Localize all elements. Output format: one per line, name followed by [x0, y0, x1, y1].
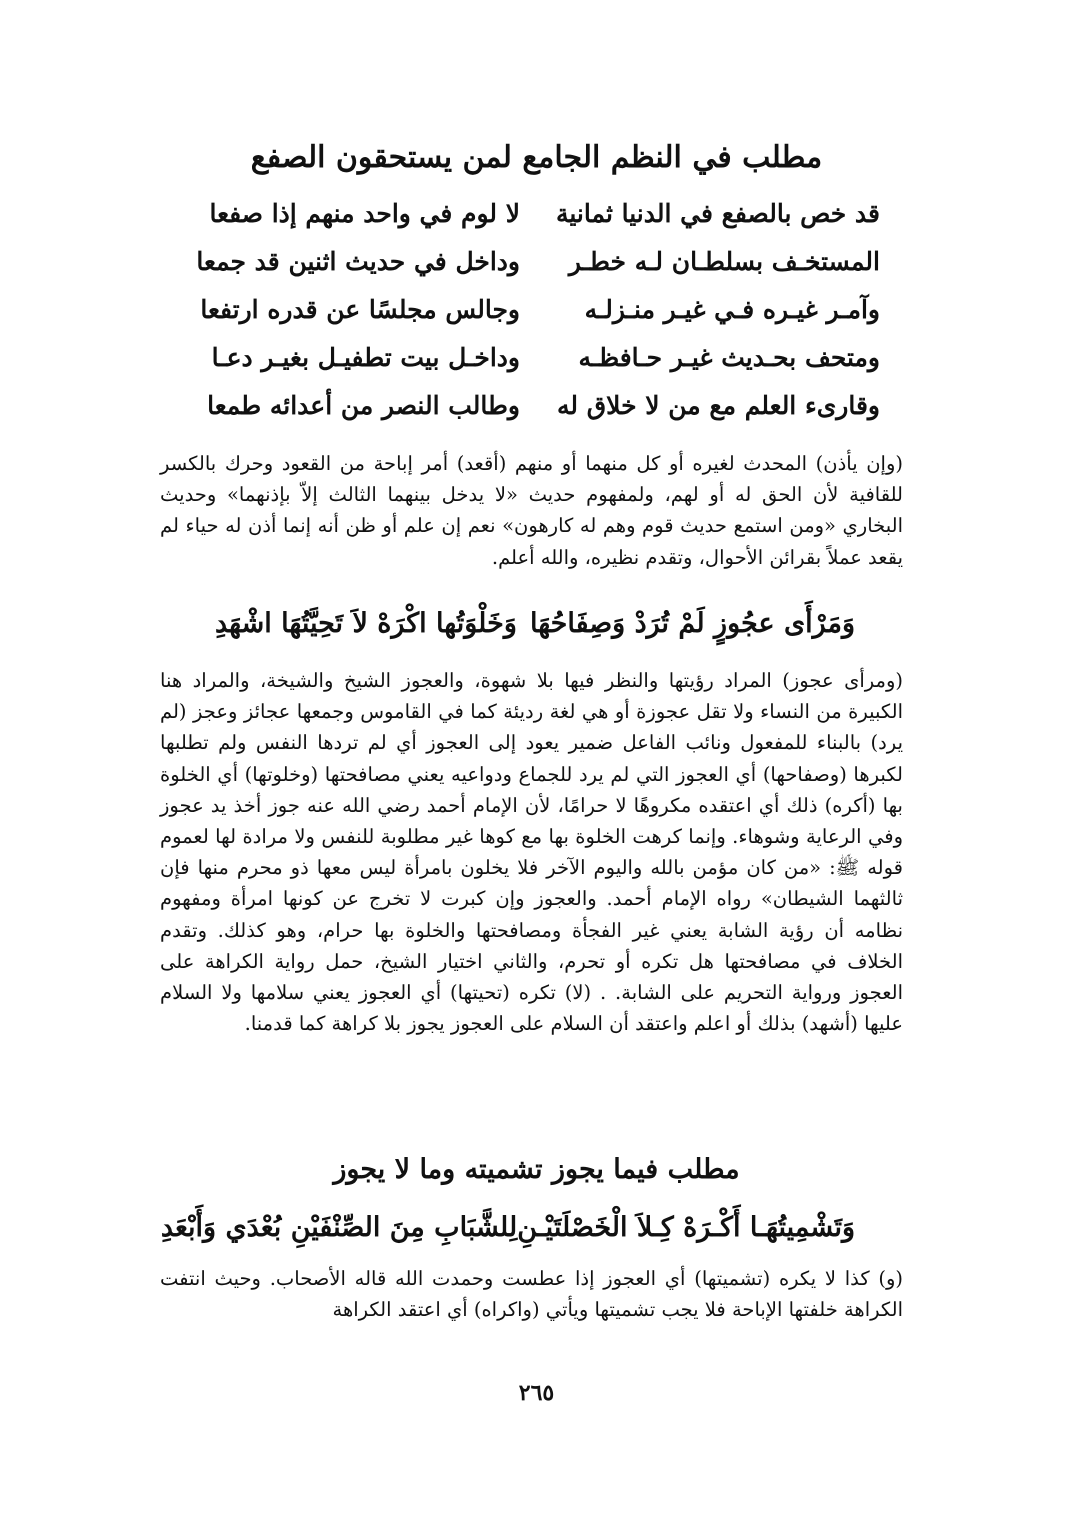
poem-second-hemistich: وطالب النصر من أعدائه طمعا — [207, 391, 520, 420]
poem-line — [200, 288, 880, 336]
poem — [196, 192, 880, 432]
poem-second-hemistich: وداخل في حديث اثنين قد جمعا — [196, 247, 520, 276]
poem-line — [200, 192, 880, 240]
commentary-paragraph-3: (و) كذا لا يكره (تشميتها) أي العجوز إذا عطست وحمدت الله قاله الأصحاب. وحيث انتفت الكراهة خلفتها الإباحة فلا يجب تشميتها ويأتي (واكراه) أي اعتقد الكراهة — [160, 1267, 903, 1322]
poem-first-hemistich: قد خص بالصفع في الدنيا ثمانية — [555, 199, 880, 228]
section-title: مطلب في النظم الجامع لمن يستحقون الصفع — [250, 140, 823, 175]
commentary-paragraph-2: (ومرأى عجوز) المراد رؤيتها والنظر فيها بلا شهوة، والعجوز الشيخ والشيخة، والمراد هنا الكبيرة من النساء ولا تقل عجوزة أو هي لغة رديئة كما في القاموس وجمعها عجائز وعجز (لم يرد) بالبناء للمفعول ونائب الفاعل ضمير يعود إلى العجوز أي لم تردها النفس ولم تطلبها لكبرها (وصفاحها) أي العجوز التي لم يرد للجماع ودواعيه يعني مصافحتها (وخلوتها) أي الخلوة بها (أكره) ذلك أي اعتقده مكروهًا لا حرامًا، لأن الإمام أحمد رضي الله عنه جوز أخذ يد عجوز وفي الرعاية وشوهاء. وإنما كرهت الخلوة بها مع كوها غير مطلوبة للنفس ولا مرادة لها لعموم قوله ﷺ: «من كان مؤمن بالله واليوم الآخر فلا يخلون بامرأة ليس معها ذو محرم منها فإن ثالثهما الشيطان» رواه الإمام أحمد. والعجوز وإن كبرت لا تخرج عن كونها امرأة ومفهوم نظامه أن رؤية الشابة يعني غير الفجأة ومصافحتها والخلوة بها حرام، وهو كذلك. وتقدم الخلاف في مصافحتها هل تكره أو تحرم، والثاني اختيار الشيخ، حمل رواية الكراهة على العجوز ورواية التحريم على الشابة. . (لا) تكره (تحيتها) أي العجوز يعني سلامها ولا السلام عليها (أشهد) بذلك أو اعلم واعتقد أن السلام على العجوز يجوز بلا كراهة كما قدمنا. — [160, 669, 903, 1036]
poem-first-hemistich: ومتحف بحـديث غيـر حـافظـه — [578, 343, 880, 372]
verse-1-first-hemistich: وَمَرْأَى عجُوزٍ لَمْ تُرَدْ وَصِفَاحُهَا — [529, 608, 855, 639]
poem-line — [200, 384, 880, 432]
poem-first-hemistich: المستخـف بسلطـان لـه خطـر — [568, 247, 880, 276]
page-number: ٢٦٥ — [518, 1380, 555, 1406]
commentary-paragraph-1: (وإن يأذن) المحدث لغيره أو كل منهما أو منهم (أقعد) أمر إباحة من القعود وحرك بالكسر للقافية لأن الحق له أو لهم، ولمفهوم حديث «لا يدخل بينهما الثالث إلاّ بإذنهما» وحديث البخاري «ومن استمع حديث قوم وهم له كارهون» نعم إن علم أو ظن أنه إنما أذن له حياء لم يقعد عملاً بقرائن الأحوال، وتقدم نظيره، والله أعلم. — [160, 452, 903, 569]
verse-2-first-hemistich: وَتَشْمِيتُهَـا أَكْـرَهْ كِـلاَ الْخَصْلَتَيْـنِ — [517, 1212, 855, 1243]
page-bottom-margin — [0, 1490, 1073, 1515]
verse-2 — [160, 1208, 855, 1248]
verse-1-second-hemistich: وَخَلْوَتُها اكْرَهْ لاَ تَحِيَّتُهَا اشْهَدِ — [215, 608, 517, 639]
verse-1 — [215, 604, 855, 644]
poem-first-hemistich: وآمـر غيـره فـي غيـر منـزلـه — [584, 295, 880, 324]
poem-line — [196, 240, 880, 288]
poem-first-hemistich: وقارىء العلم مع من لا خلاق له — [557, 391, 880, 420]
verse-2-second-hemistich: لِلشَّبَابِ مِنَ الصِّنْفَيْنِ بُعْدَي وَأَبْعَدِ — [160, 1212, 518, 1243]
poem-second-hemistich: لا لوم في واحد منهم إذا صفعا — [209, 199, 520, 228]
poem-line — [200, 336, 880, 384]
section-2-title: مطلب فيما يجوز تشميته وما لا يجوز — [333, 1154, 740, 1185]
poem-second-hemistich: وجالس مجلسًا عن قدره ارتفعا — [200, 295, 520, 324]
poem-second-hemistich: وداخـل بيت تطفيـل بغيـر دعـا — [211, 343, 520, 372]
